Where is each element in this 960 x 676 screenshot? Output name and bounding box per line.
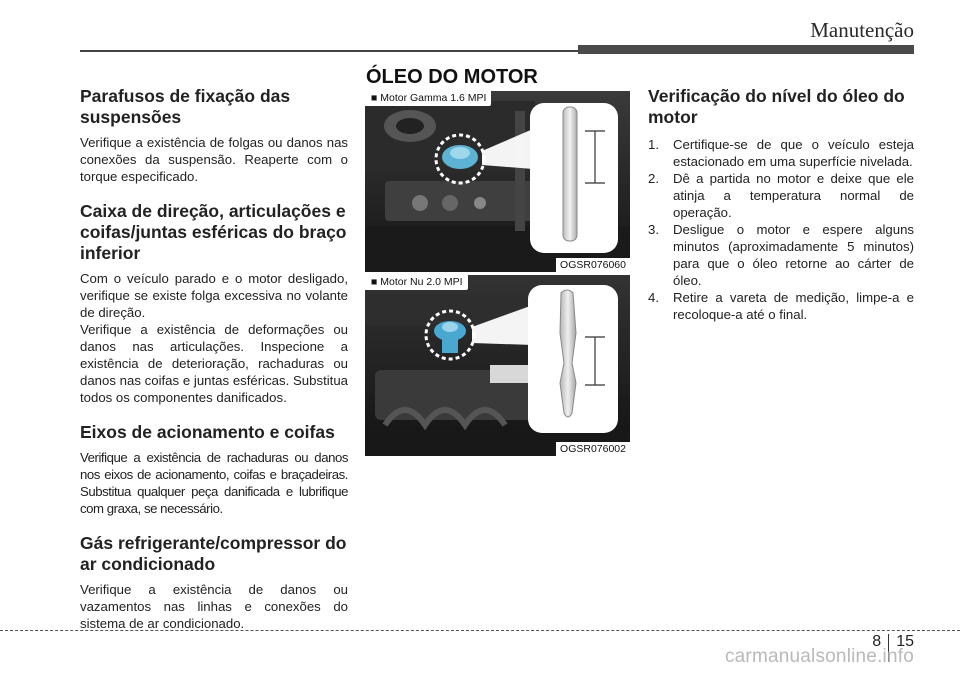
- page-index: 15: [896, 633, 914, 650]
- figure-label: ■ Motor Gamma 1.6 MPI: [365, 91, 491, 106]
- step-number: 4.: [648, 290, 659, 305]
- section-steering-box: [80, 201, 348, 406]
- engine-oil-title: ÓLEO DO MOTOR: [366, 66, 538, 88]
- section-paragraph: Verifique a existência de deformações ou danos nas articulações. Inspecione a existência de deterioração, rachaduras ou danos nas coifas e juntas esféricas. Substitua todos os componentes danificados.: [80, 322, 348, 405]
- step-number: 1.: [648, 137, 659, 152]
- step-number: 3.: [648, 222, 659, 237]
- step-text: Certifique-se de que o veículo esteja estacionado em uma superfície nivelada.: [673, 137, 914, 169]
- list-item: [648, 170, 914, 221]
- section-paragraph: Verifique a existência de danos ou vazamentos nas linhas e conexões do sistema de ar condicionado.: [80, 582, 348, 631]
- section-ac-refrigerant: [80, 533, 348, 632]
- left-column: [80, 86, 348, 648]
- engine-photo-gamma: [365, 91, 630, 272]
- section-paragraph: Verifique a existência de rachaduras ou danos nos eixos de acionamento, coifas e braçadeiras. Substitua qualquer peça danificada e lubrifique com graxa, se necessário.: [80, 450, 348, 516]
- oil-check-heading: Verificação do nível do óleo do motor: [648, 86, 905, 127]
- list-item: [648, 289, 914, 323]
- section-heading: Parafusos de fixação das suspensões: [80, 86, 291, 127]
- engine-illustration: [365, 91, 630, 272]
- running-header-title: Manutenção: [810, 18, 914, 42]
- engine-illustration: [365, 275, 630, 456]
- step-text: Retire a vareta de medição, limpe-a e recoloque-a até o final.: [673, 290, 914, 322]
- footer-rule: [0, 630, 960, 631]
- figure-label: ■ Motor Nu 2.0 MPI: [365, 275, 468, 290]
- section-paragraph: Verifique a existência de folgas ou danos nas conexões da suspensão. Reaperte com o torque especificado.: [80, 135, 348, 184]
- section-suspension-bolts: [80, 86, 348, 185]
- watermark: carmanualsonline.info: [724, 646, 914, 667]
- engine-photo-nu: [365, 275, 630, 456]
- figure-code: OGSR076002: [556, 442, 630, 456]
- step-text: Dê a partida no motor e deixe que ele atinja a temperatura normal de operação.: [673, 171, 914, 220]
- section-drive-shafts: [80, 422, 348, 517]
- section-heading: Eixos de acionamento e coifas: [80, 422, 335, 442]
- step-text: Desligue o motor e espere alguns minutos (aproximadamente 5 minutos) para que o óleo retorne ao cárter de óleo.: [673, 222, 914, 288]
- step-number: 2.: [648, 171, 659, 186]
- right-column: [648, 86, 914, 323]
- section-paragraph: Com o veículo parado e o motor desligado, verifique se existe folga excessiva no volante de direção.: [80, 271, 348, 320]
- figure-code: OGSR076060: [556, 258, 630, 272]
- list-item: [648, 221, 914, 289]
- section-heading: Caixa de direção, articulações e coifas/juntas esféricas do braço inferior: [80, 201, 347, 263]
- section-heading: Gás refrigerante/compressor do ar condicionado: [80, 533, 347, 574]
- header-bar: [578, 45, 914, 54]
- chapter-number: 8: [872, 633, 882, 650]
- list-item: [648, 136, 914, 170]
- oil-check-steps: [648, 136, 914, 323]
- header-rule: [80, 50, 580, 52]
